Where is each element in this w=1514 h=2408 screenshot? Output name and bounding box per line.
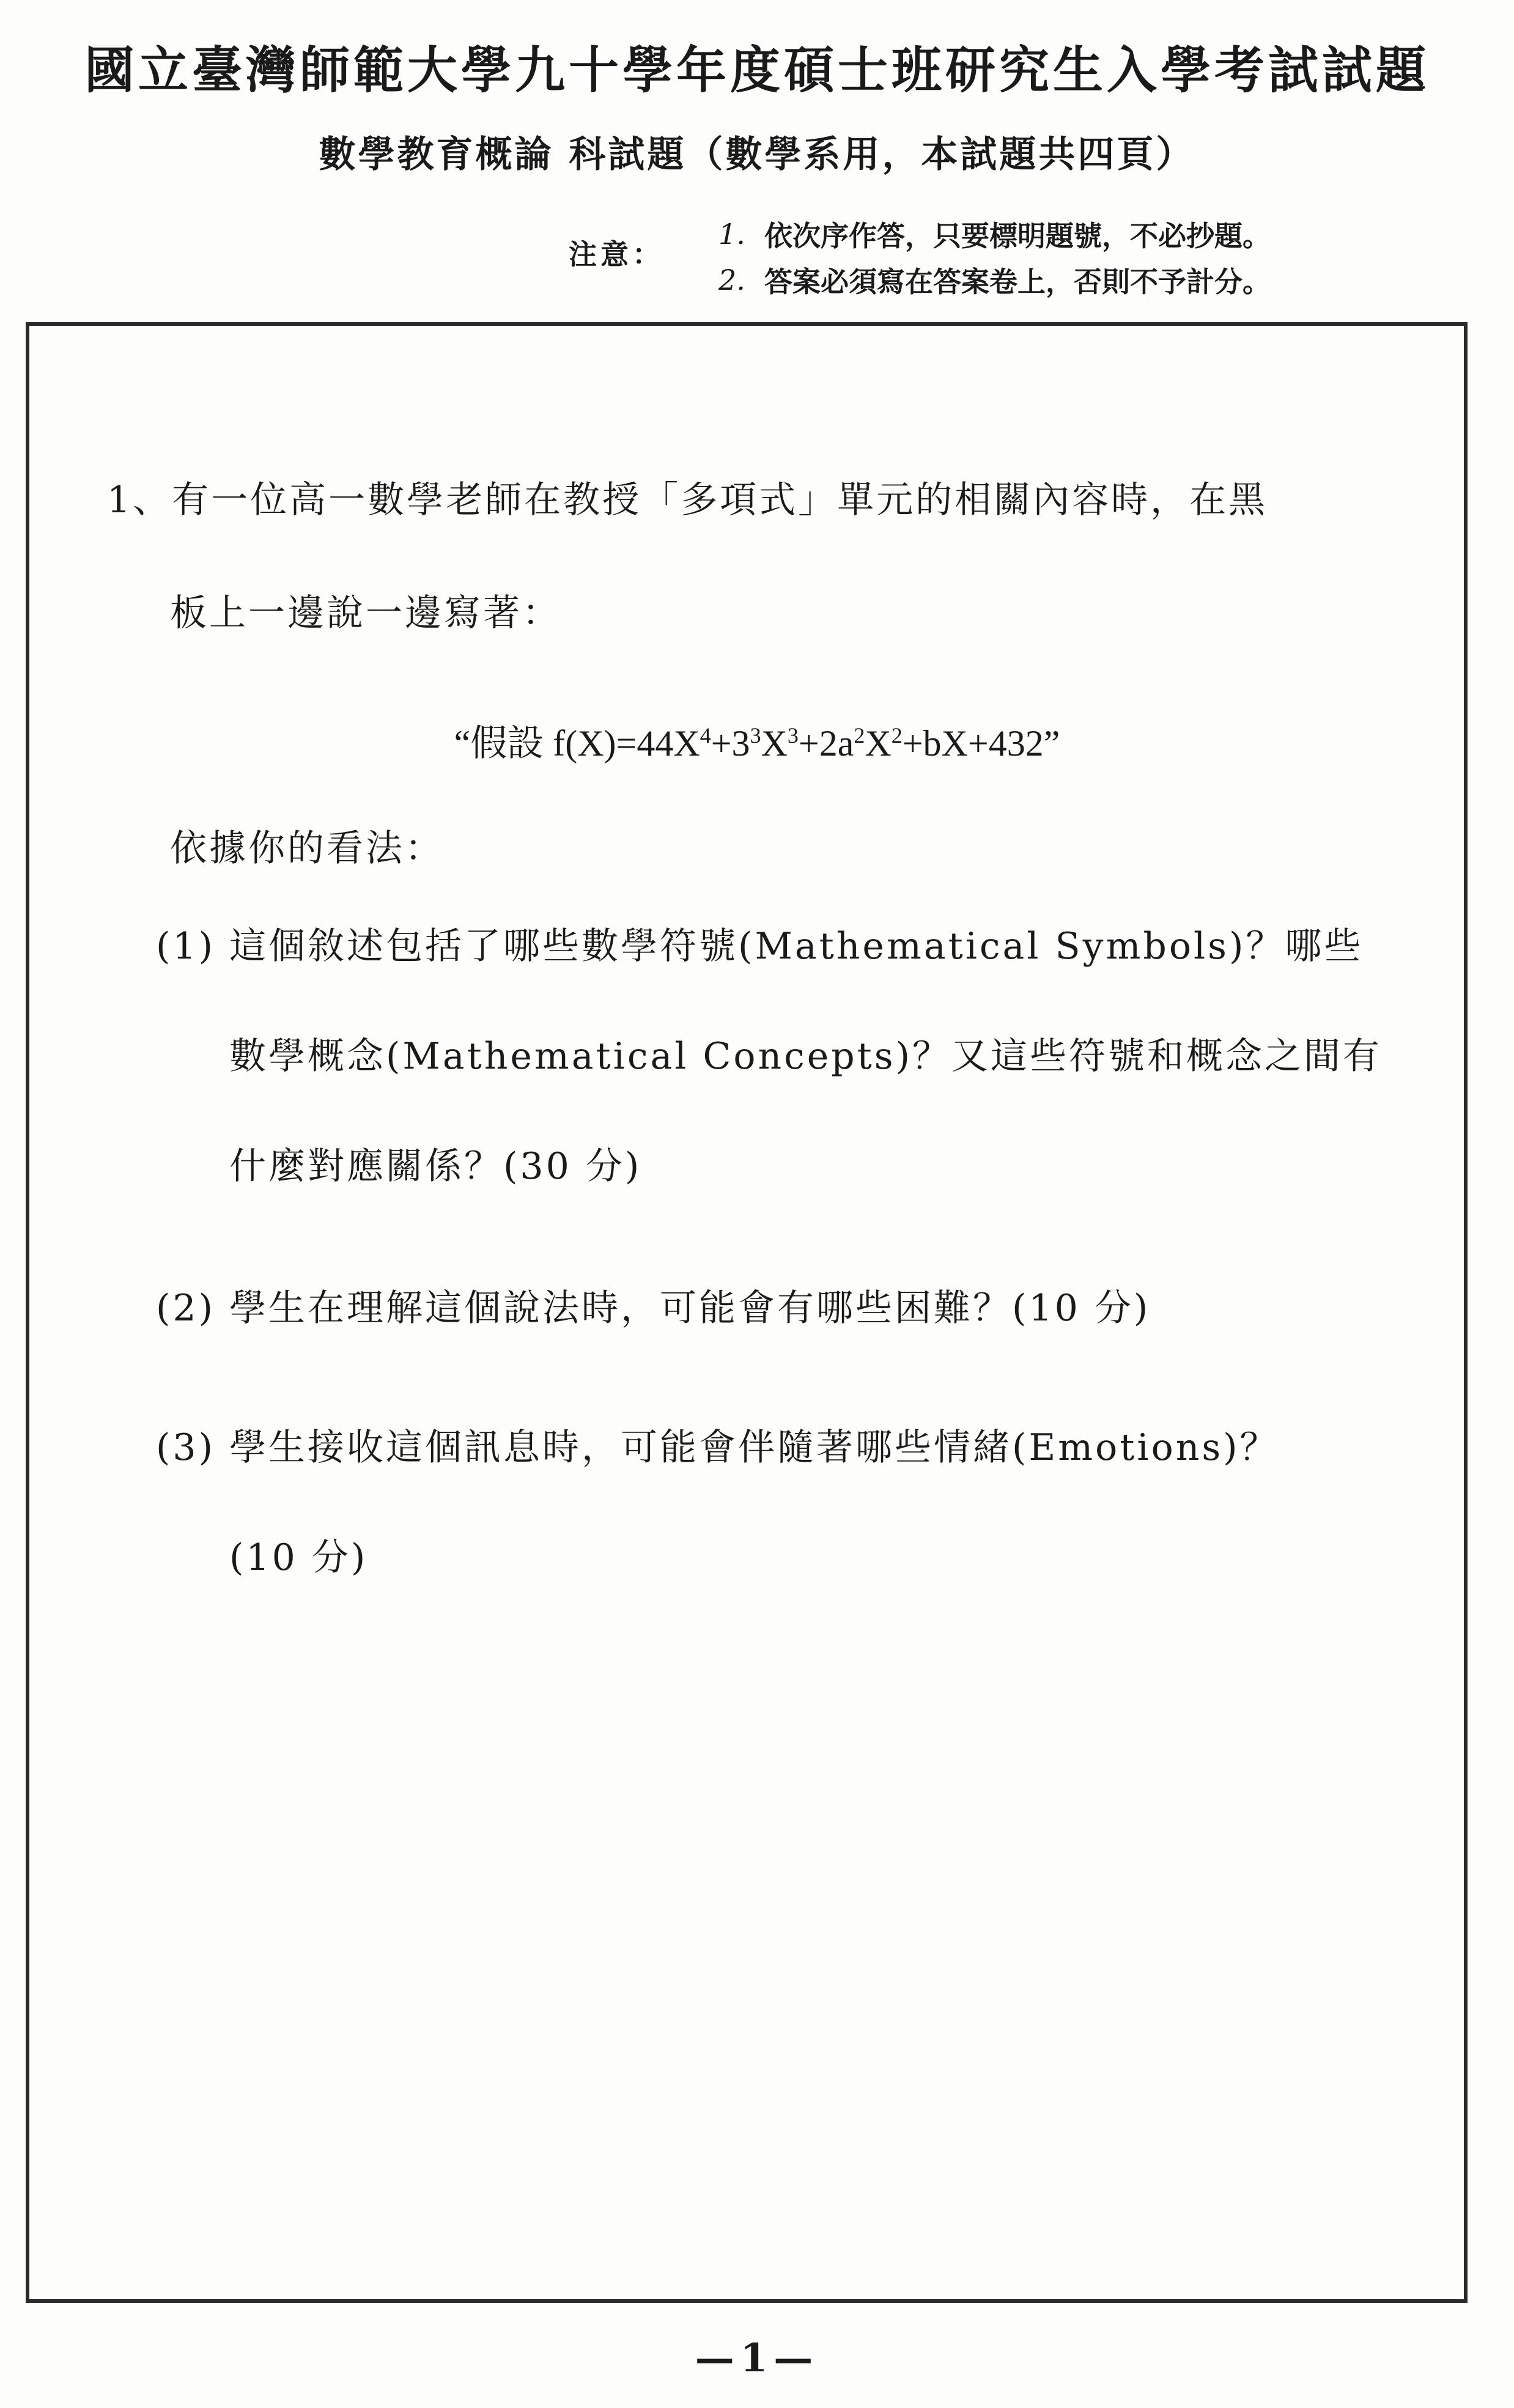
notice-text: 答案必須寫在答案卷上，否則不予計分。 [764, 265, 1271, 298]
subquestion-1-line-3: 什麼對應關係？(30 分) [229, 1145, 642, 1188]
formula-part: X [865, 723, 892, 764]
exam-title: 國立臺灣師範大學九十學年度碩士班研究生入學考試試題 [84, 41, 1430, 100]
notice-list [718, 211, 1271, 303]
formula-part: +2a [798, 723, 854, 764]
formula-part: +3 [711, 723, 750, 764]
formula-part: “假設 f(X)=44X [454, 723, 700, 764]
subquestion-2-line-1: (2) 學生在理解這個說法時，可能會有哪些困難？(10 分) [156, 1287, 1151, 1330]
formula-exponent: 4 [700, 723, 711, 748]
formula-part: X [761, 723, 788, 764]
polynomial-formula [0, 714, 1514, 767]
formula-exponent: 2 [891, 723, 903, 748]
subquestion-1-line-1: (1) 這個敘述包括了哪些數學符號(Mathematical Symbols)？哪些 [156, 925, 1364, 968]
notice-item [718, 211, 1271, 257]
notice-number: 1. [718, 217, 745, 251]
notice-text: 依次序作答，只要標明題號，不必抄題。 [764, 219, 1271, 252]
notice-label: 注意： [569, 238, 664, 271]
subquestion-3-line-2: (10 分) [229, 1536, 368, 1579]
notice-item [718, 257, 1271, 303]
subquestion-1-line-2: 數學概念(Mathematical Concepts)？又這些符號和概念之間有 [229, 1035, 1382, 1078]
formula-exponent: 3 [750, 723, 761, 748]
exam-subtitle: 數學教育概論 科試題（數學系用，本試題共四頁） [319, 133, 1195, 176]
notice-number: 2. [718, 263, 745, 296]
question-1-line-2: 板上一邊說一邊寫著： [170, 592, 561, 635]
question-intro: 依據你的看法： [170, 827, 444, 870]
formula-part: +bX+432” [902, 723, 1060, 764]
page-number: —1— [695, 2335, 819, 2381]
subquestion-3-line-1: (3) 學生接收這個訊息時，可能會伴隨著哪些情緒(Emotions)？ [156, 1426, 1279, 1469]
formula-exponent: 3 [787, 723, 799, 748]
question-1-line-1: 1、有一位高一數學老師在教授「多項式」單元的相關內容時，在黑 [107, 479, 1268, 521]
formula-exponent: 2 [854, 723, 865, 748]
